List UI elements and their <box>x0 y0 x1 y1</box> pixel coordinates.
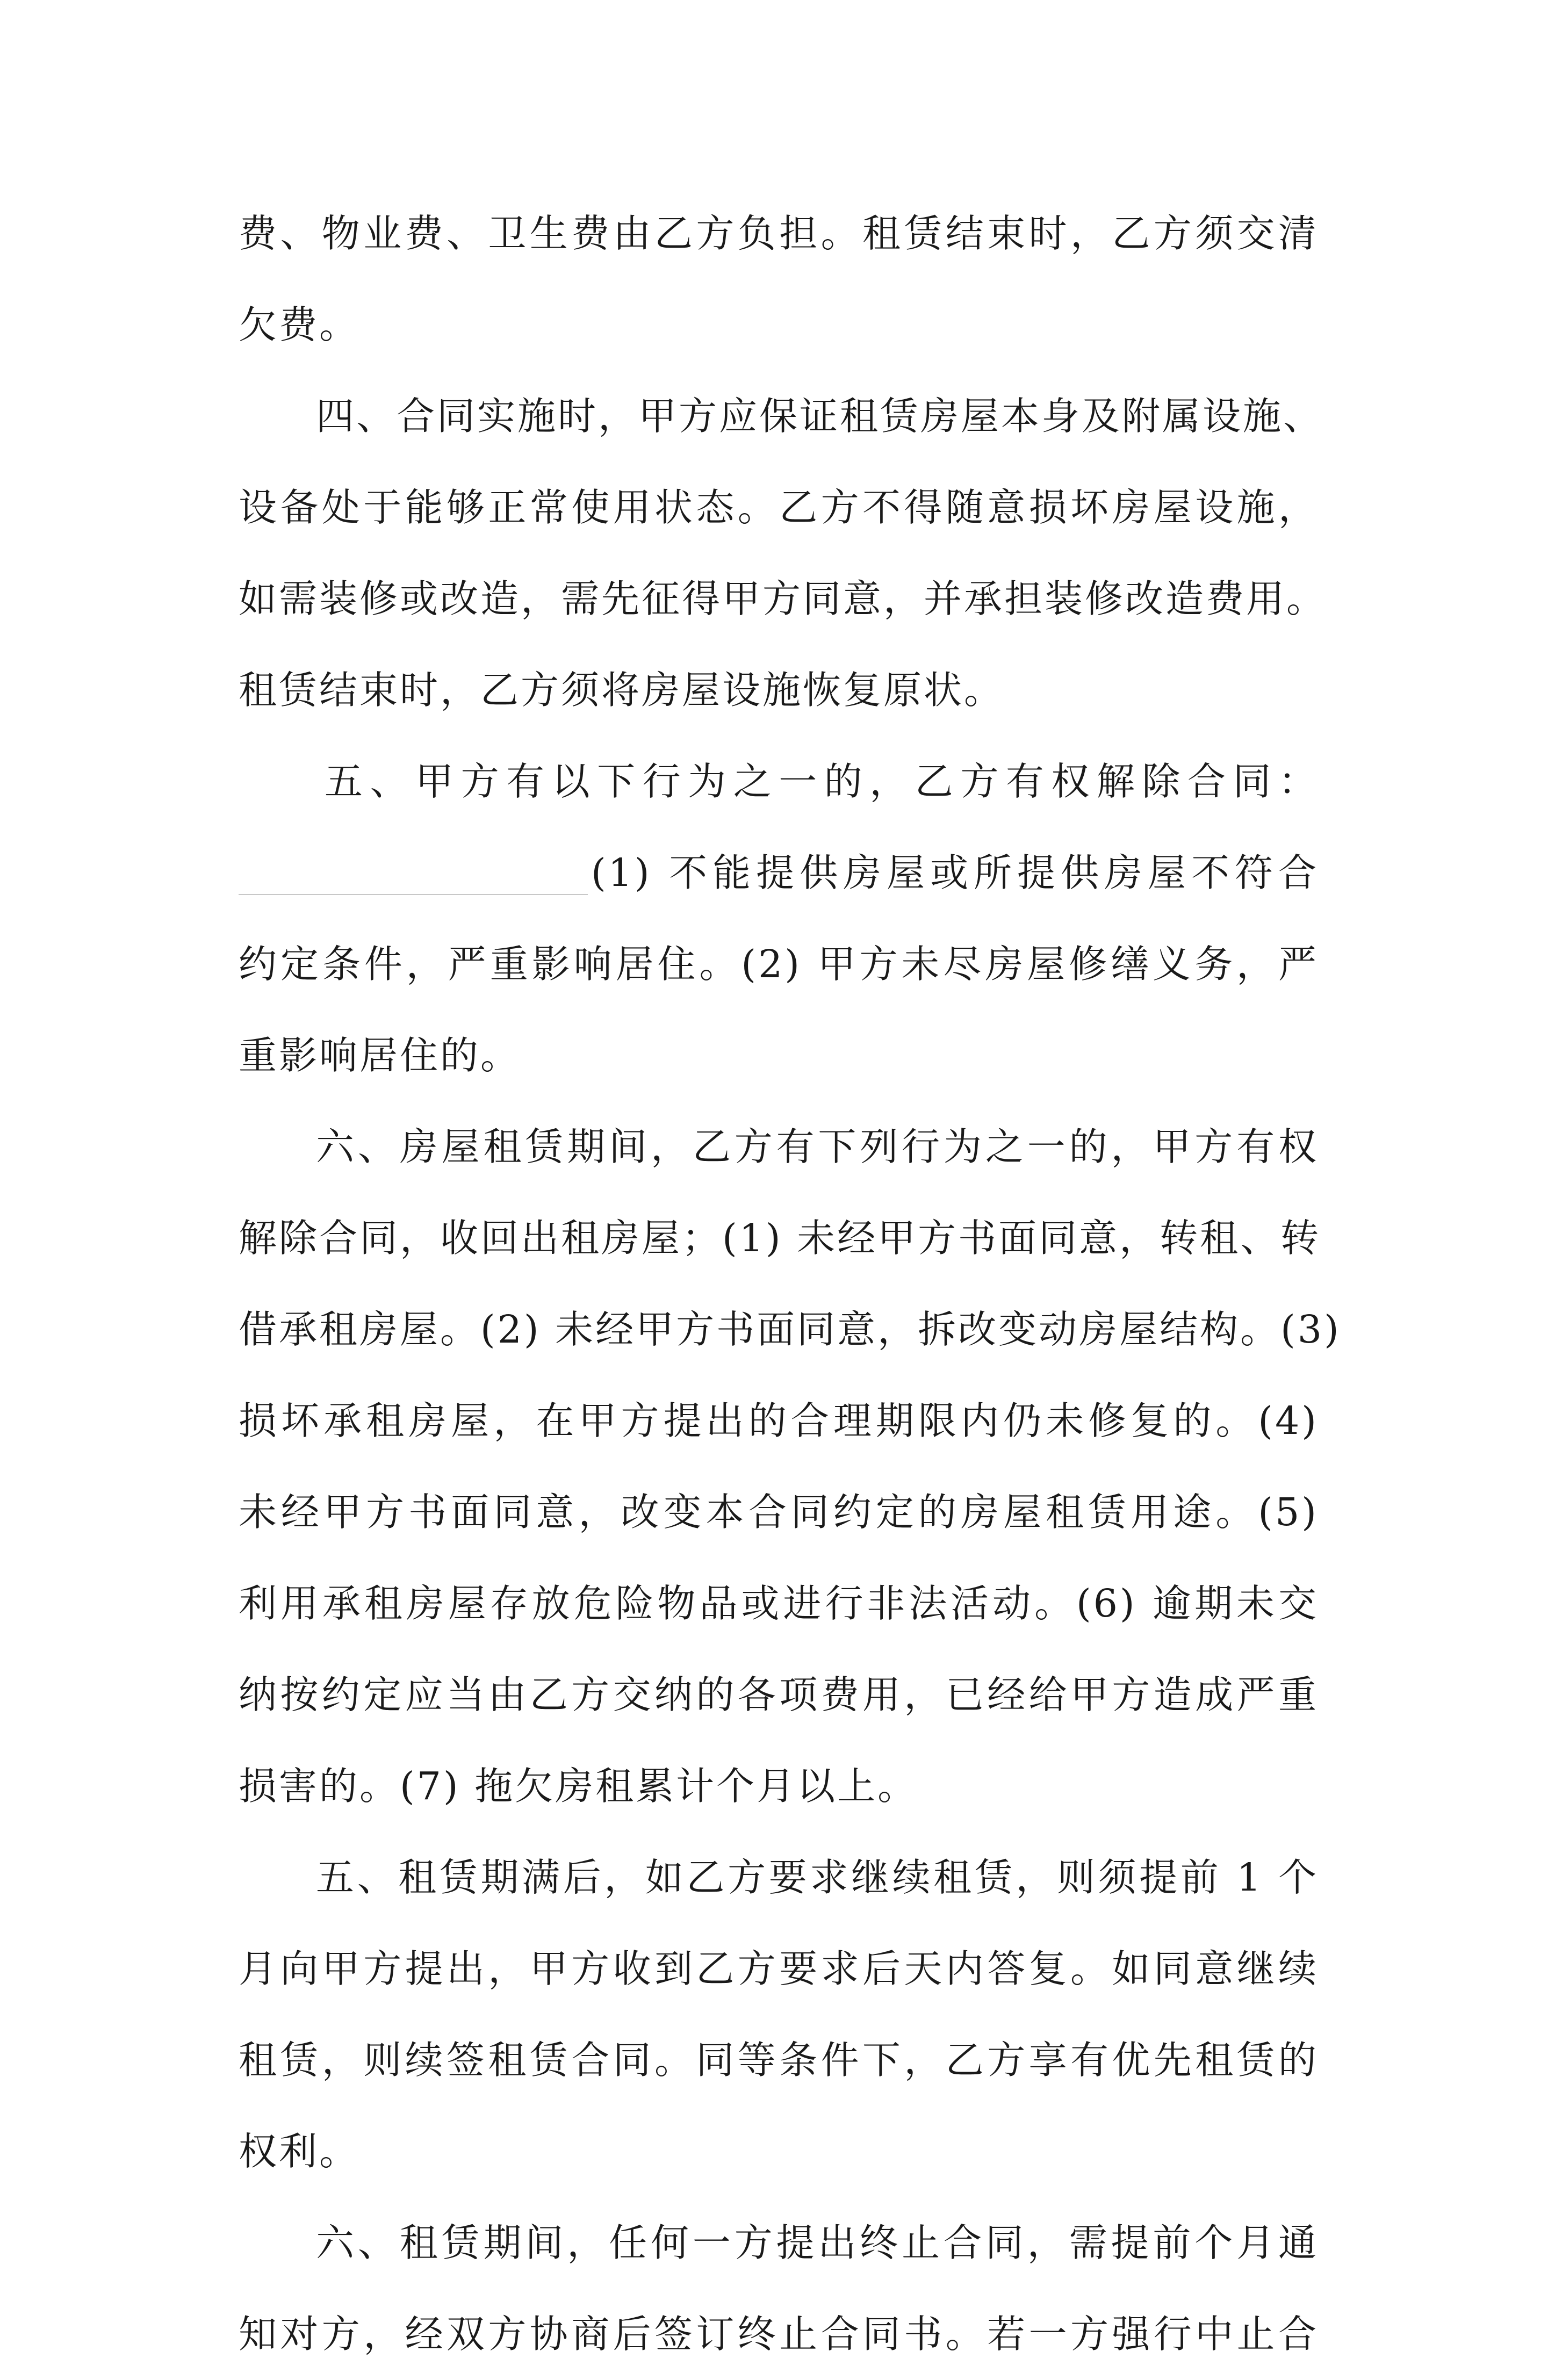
text-line: 知对方，经双方协商后签订终止合同书。若一方强行中止合 <box>239 2312 1319 2356</box>
text-line: 如需装修或改造，需先征得甲方同意，并承担装修改造费用。 <box>239 576 1327 621</box>
contract-body <box>239 188 1341 2380</box>
text-line: 未经甲方书面同意，改变本合同约定的房屋租赁用途。(5) <box>239 1490 1319 1534</box>
text-line: 利用承租房屋存放危险物品或进行非法活动。(6) 逾期未交 <box>239 1581 1319 1626</box>
text-line: 设备处于能够正常使用状态。乙方不得随意损坏房屋设施， <box>239 485 1319 530</box>
text-line: 约定条件，严重影响居住。(2) 甲方未尽房屋修缮义务，严 <box>239 942 1319 986</box>
text-line: 解除合同，收回出租房屋；(1) 未经甲方书面同意，转租、转 <box>239 1216 1321 1260</box>
clause-heading-termination: 六、租赁期间，任何一方提出终止合同，需提前个月通 <box>316 2220 1319 2265</box>
text-line: 损害的。(7) 拖欠房租累计个月以上。 <box>239 1764 918 1808</box>
clause-heading-4: 四、合同实施时，甲方应保证租赁房屋本身及附属设施、 <box>316 394 1324 438</box>
text-line: 费、物业费、卫生费由乙方负担。租赁结束时，乙方须交清 <box>239 211 1319 256</box>
text-line: 借承租房屋。(2) 未经甲方书面同意，拆改变动房屋结构。(3) <box>239 1307 1341 1352</box>
text-line: 月向甲方提出，甲方收到乙方要求后天内答复。如同意继续 <box>239 1946 1319 1991</box>
text-line: 欠费。 <box>239 302 360 347</box>
text-line: 纳按约定应当由乙方交纳的各项费用，已经给甲方造成严重 <box>239 1672 1319 1717</box>
text-line: 损坏承租房屋，在甲方提出的合理期限内仍未修复的。(4) <box>239 1398 1319 1443</box>
text-line: (1) 不能提供房屋或所提供房屋不符合 <box>591 850 1319 895</box>
clause-heading-5: 五、甲方有以下行为之一的，乙方有权解除合同： <box>325 759 1319 804</box>
text-line: 权利。 <box>239 2129 360 2174</box>
text-line: 租赁结束时，乙方须将房屋设施恢复原状。 <box>239 668 1005 712</box>
clause-heading-6: 六、房屋租赁期间，乙方有下列行为之一的，甲方有权 <box>316 1124 1319 1169</box>
fill-in-blank-line <box>239 894 588 895</box>
text-line: 重影响居住的。 <box>239 1033 521 1078</box>
text-line: 租赁，则续签租赁合同。同等条件下，乙方享有优先租赁的 <box>239 2038 1319 2082</box>
text-line-with-blank <box>239 827 1319 919</box>
clause-heading-renewal: 五、租赁期满后，如乙方要求继续租赁，则须提前 1 个 <box>316 1855 1319 1900</box>
